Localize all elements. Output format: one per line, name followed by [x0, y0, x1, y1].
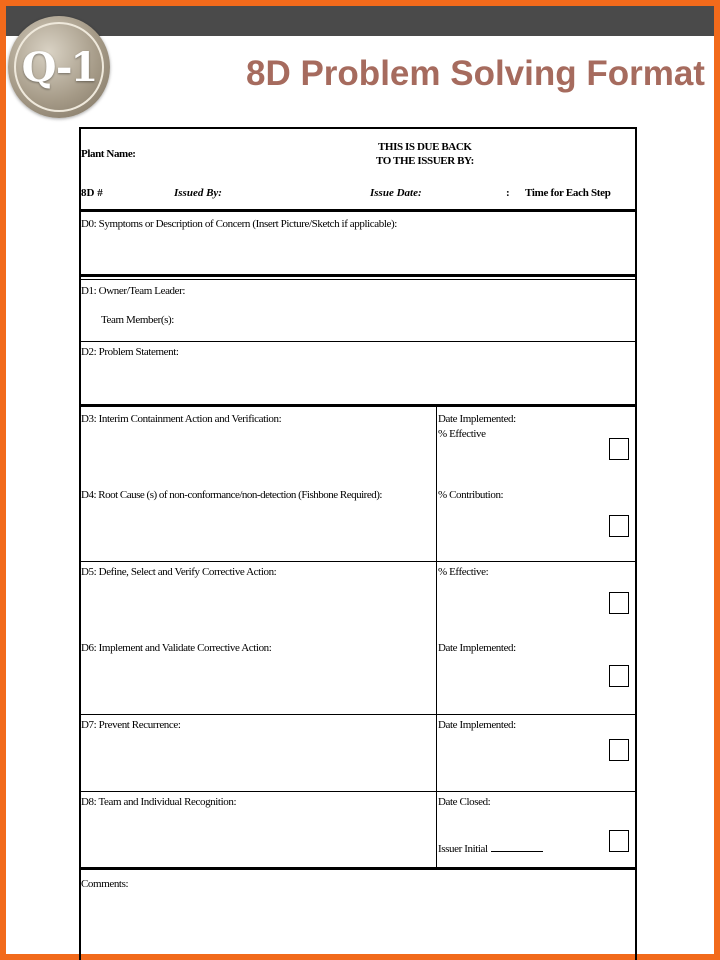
issue-date-label: Issue Date:: [370, 187, 422, 199]
divider-d0-double: [81, 279, 635, 280]
d3-date-label: Date Implemented:: [438, 413, 516, 425]
due-back-line2: TO THE ISSUER BY:: [376, 155, 474, 167]
divider-d4: [81, 561, 635, 562]
divider-d6: [81, 714, 635, 715]
d8-label: D8: Team and Individual Recognition:: [81, 796, 237, 808]
page-title: 8D Problem Solving Format: [246, 54, 705, 93]
colon-separator: :: [506, 187, 510, 199]
divider-d8: [81, 867, 635, 870]
divider-d1: [81, 341, 635, 342]
d7-checkbox[interactable]: [609, 739, 629, 761]
top-bar: [6, 6, 714, 36]
issued-by-label: Issued By:: [174, 187, 222, 199]
divider-d0: [81, 274, 635, 277]
d7-label: D7: Prevent Recurrence:: [81, 719, 181, 731]
d6-checkbox[interactable]: [609, 665, 629, 687]
d3-effective-label: % Effective: [438, 428, 486, 440]
d0-label: D0: Symptoms or Description of Concern (Insert Picture/Sketch if applicable):: [81, 218, 397, 230]
d8-closed-label: Date Closed:: [438, 796, 491, 808]
d8-issuer-field: [438, 841, 543, 856]
comments-label: Comments:: [81, 878, 129, 890]
d5-checkbox[interactable]: [609, 592, 629, 614]
divider-header: [81, 209, 635, 212]
q1-logo-text: Q-1: [21, 43, 97, 91]
plant-name-label: Plant Name:: [81, 148, 136, 160]
d6-date-label: Date Implemented:: [438, 642, 516, 654]
q1-logo: [8, 16, 110, 118]
doc-number-label: 8D #: [81, 187, 103, 199]
d8-checkbox[interactable]: [609, 830, 629, 852]
d3-checkbox[interactable]: [609, 438, 629, 460]
d5-label: D5: Define, Select and Verify Corrective Action:: [81, 566, 277, 578]
d8-issuer-label: Issuer Initial: [438, 843, 488, 855]
due-back-line1: THIS IS DUE BACK: [378, 141, 472, 153]
divider-d2: [81, 404, 635, 407]
divider-d7: [81, 791, 635, 792]
d2-label: D2: Problem Statement:: [81, 346, 179, 358]
d5-effective-label: % Effective:: [438, 566, 489, 578]
d4-checkbox[interactable]: [609, 515, 629, 537]
d4-label: D4: Root Cause (s) of non-conformance/non-detection (Fishbone Required):: [81, 489, 382, 501]
issuer-initial-blank[interactable]: [491, 841, 543, 852]
d4-contribution-label: % Contribution:: [438, 489, 504, 501]
d1-members-label: Team Member(s):: [101, 314, 174, 326]
column-divider: [436, 407, 437, 870]
d7-date-label: Date Implemented:: [438, 719, 516, 731]
d6-label: D6: Implement and Validate Corrective Action:: [81, 642, 272, 654]
time-each-step-label: Time for Each Step: [525, 187, 611, 199]
8d-form: [79, 127, 637, 960]
q1-logo-ring: [14, 22, 104, 112]
d3-label: D3: Interim Containment Action and Verification:: [81, 413, 282, 425]
d1-owner-label: D1: Owner/Team Leader:: [81, 285, 186, 297]
